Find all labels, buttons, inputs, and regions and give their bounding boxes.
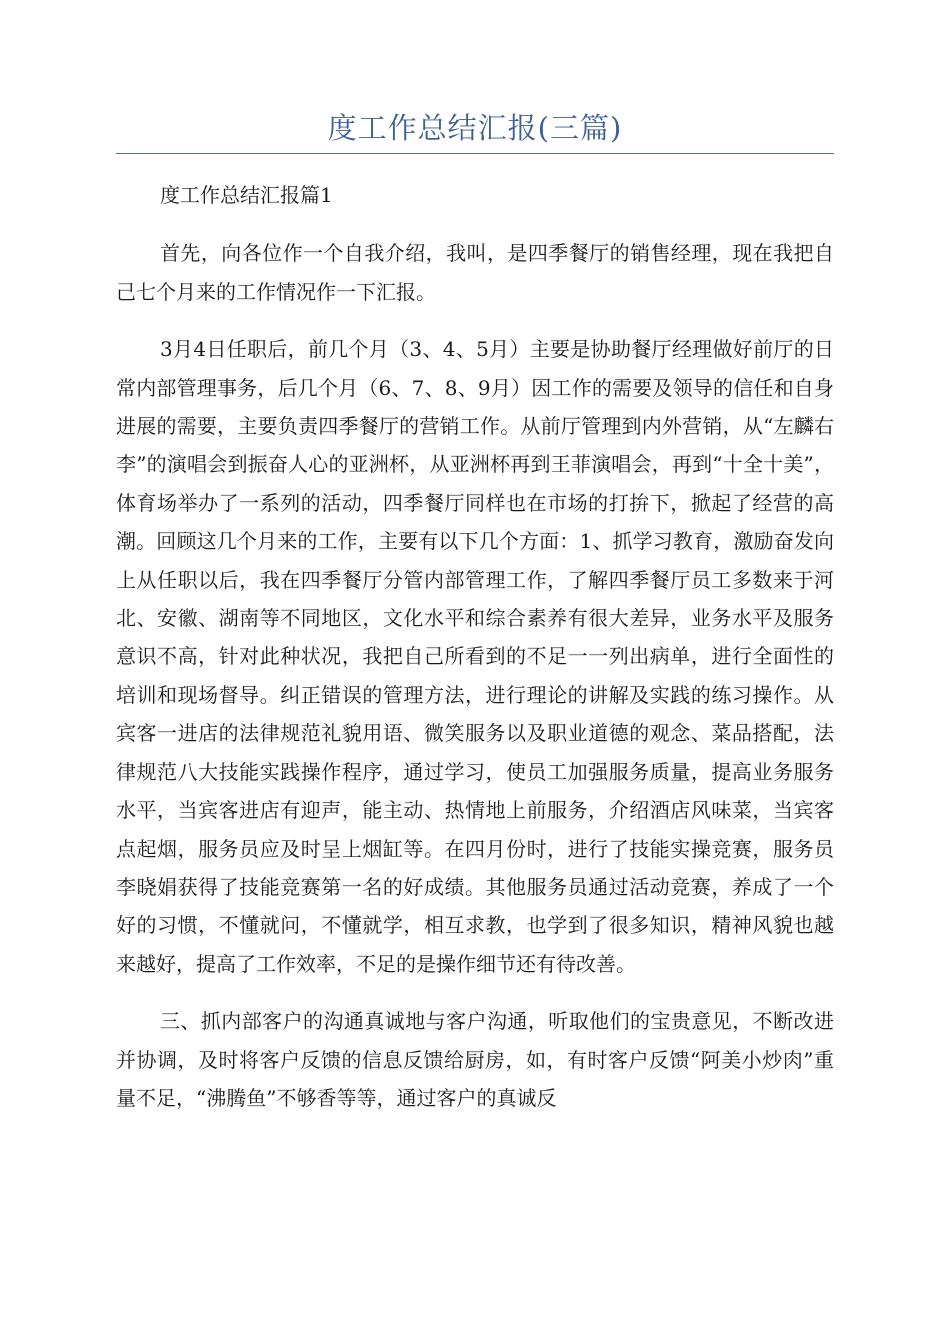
- document-title: 度工作总结汇报(三篇): [327, 111, 623, 145]
- paragraph-work-review: 3月4日任职后，前几个月（3、4、5月）主要是协助餐厅经理做好前厅的日常内部管理事务，后几个月（6、7、8、9月）因工作的需要及领导的信任和自身进展的需要，主要负责四季餐厅的营销工作。从前厅管理到内外营销，从“左麟右李”的演唱会到振奋人心的亚洲杯，从亚洲杯再到王菲演唱会，再到“十全十美”，体育场举办了一系列的活动，四季餐厅同样也在市场的打拚下，掀起了经营的高潮。回顾这几个月来的工作，主要有以下几个方面：1、抓学习教育，激励奋发向上从任职以后，我在四季餐厅分管内部管理工作，了解四季餐厅员工多数来于河北、安徽、湖南等不同地区，文化水平和综合素养有很大差异，业务水平及服务意识不高，针对此种状况，我把自己所看到的不足一一列出病单，进行全面性的培训和现场督导。纠正错误的管理方法，进行理论的讲解及实践的练习操作。从宾客一进店的法律规范礼貌用语、微笑服务以及职业道德的观念、菜品搭配，法律规范八大技能实践操作程序，通过学习，使员工加强服务质量，提高业务服务水平，当宾客进店有迎声，能主动、热情地上前服务，介绍酒店风味菜，当宾客点起烟，服务员应及时呈上烟缸等。在四月份时，进行了技能实操竞赛，服务员李晓娟获得了技能竞赛第一名的好成绩。其他服务员通过活动竞赛，养成了一个好的习惯，不懂就问，不懂就学，相互求教，也学到了很多知识，精神风貌也越来越好，提高了工作效率，不足的是操作细节还有待改善。: [116, 337, 834, 976]
- paragraph-client-communication: 三、抓内部客户的沟通真诚地与客户沟通，听取他们的宝贵意见，不断改进并协调，及时将客户反馈的信息反馈给厨房，如，有时客户反馈“阿美小炒肉”重量不足，“沸腾鱼”不够香等等，通过客户的真诚反: [116, 1009, 834, 1110]
- paragraph-intro: 首先，向各位作一个自我介绍，我叫，是四季餐厅的销售经理，现在我把自己七个月来的工作情况作一下汇报。: [116, 241, 834, 304]
- document-body: [116, 176, 834, 1136]
- title-underline-divider: [116, 153, 834, 154]
- section-heading: 度工作总结汇报篇1: [160, 183, 333, 207]
